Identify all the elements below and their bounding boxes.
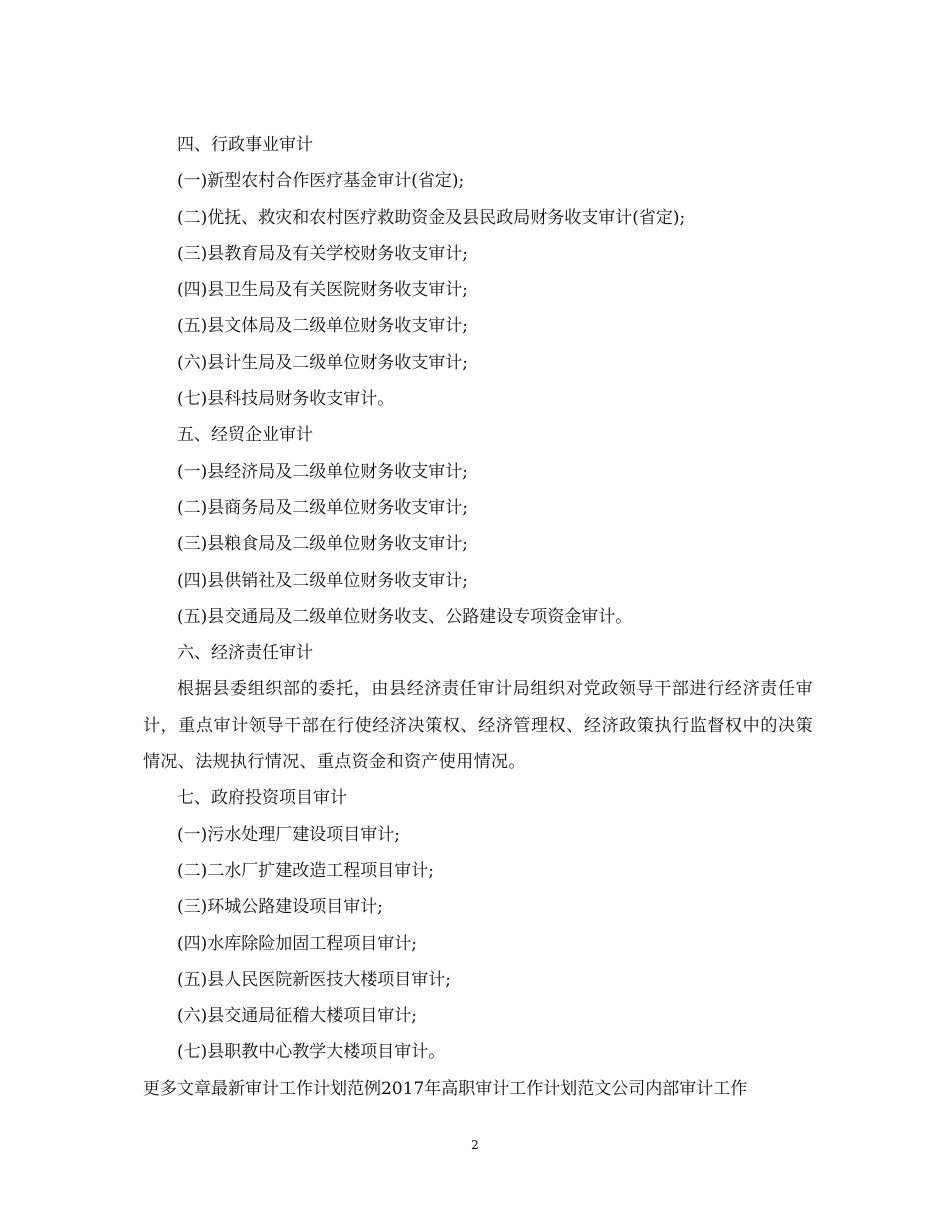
list-item: (三)县教育局及有关学校财务收支审计;: [177, 243, 468, 264]
list-item: (六)县交通局征稽大楼项目审计;: [177, 1006, 417, 1027]
list-item: (四)县供销社及二级单位财务收支审计;: [177, 570, 468, 591]
document-body: [143, 127, 813, 1107]
list-item: (三)环城公路建设项目审计;: [177, 897, 383, 918]
list-item: (六)县计生局及二级单位财务收支审计;: [177, 352, 468, 373]
list-item: (四)水库除险加固工程项目审计;: [177, 933, 417, 954]
list-item: (二)县商务局及二级单位财务收支审计;: [177, 497, 468, 518]
list-item: (二)优抚、救灾和农村医疗救助资金及县民政局财务收支审计(省定);: [177, 207, 686, 228]
list-item: (一)污水处理厂建设项目审计;: [177, 824, 400, 845]
list-item: (一)新型农村合作医疗基金审计(省定);: [177, 171, 465, 192]
section-heading-economic-responsibility-audit: 六、经济责任审计: [177, 643, 313, 664]
list-item: (一)县经济局及二级单位财务收支审计;: [177, 461, 468, 482]
list-item: (五)县文体局及二级单位财务收支审计;: [177, 316, 468, 337]
list-item: (二)二水厂扩建改造工程项目审计;: [177, 860, 434, 881]
page-number: 2: [471, 1138, 479, 1152]
list-item: (三)县粮食局及二级单位财务收支审计;: [177, 534, 468, 555]
section-heading-trade-enterprise-audit: 五、经贸企业审计: [177, 425, 313, 446]
section-heading-administrative-audit: 四、行政事业审计: [177, 135, 313, 155]
list-item: (五)县人民医院新医技大楼项目审计;: [177, 969, 451, 990]
more-articles-line[interactable]: 更多文章最新审计工作计划范例2017年高职审计工作计划范文公司内部审计工作: [143, 1078, 748, 1099]
section-heading-government-investment-audit: 七、政府投资项目审计: [177, 788, 347, 809]
list-item: (七)县职教中心教学大楼项目审计。: [177, 1042, 446, 1063]
list-item: (七)县科技局财务收支审计。: [177, 389, 395, 410]
list-item: (五)县交通局及二级单位财务收支、公路建设专项资金审计。: [177, 606, 633, 627]
economic-responsibility-paragraph: 根据县委组织部的委托，由县经济责任审计局组织对党政领导干部进行经济责任审计，重点审计领导干部在行使经济决策权、经济管理权、经济政策执行监督权中的决策情况、法规执行情况、重点资金和资产使用情况。: [143, 679, 813, 773]
list-item: (四)县卫生局及有关医院财务收支审计;: [177, 280, 468, 301]
